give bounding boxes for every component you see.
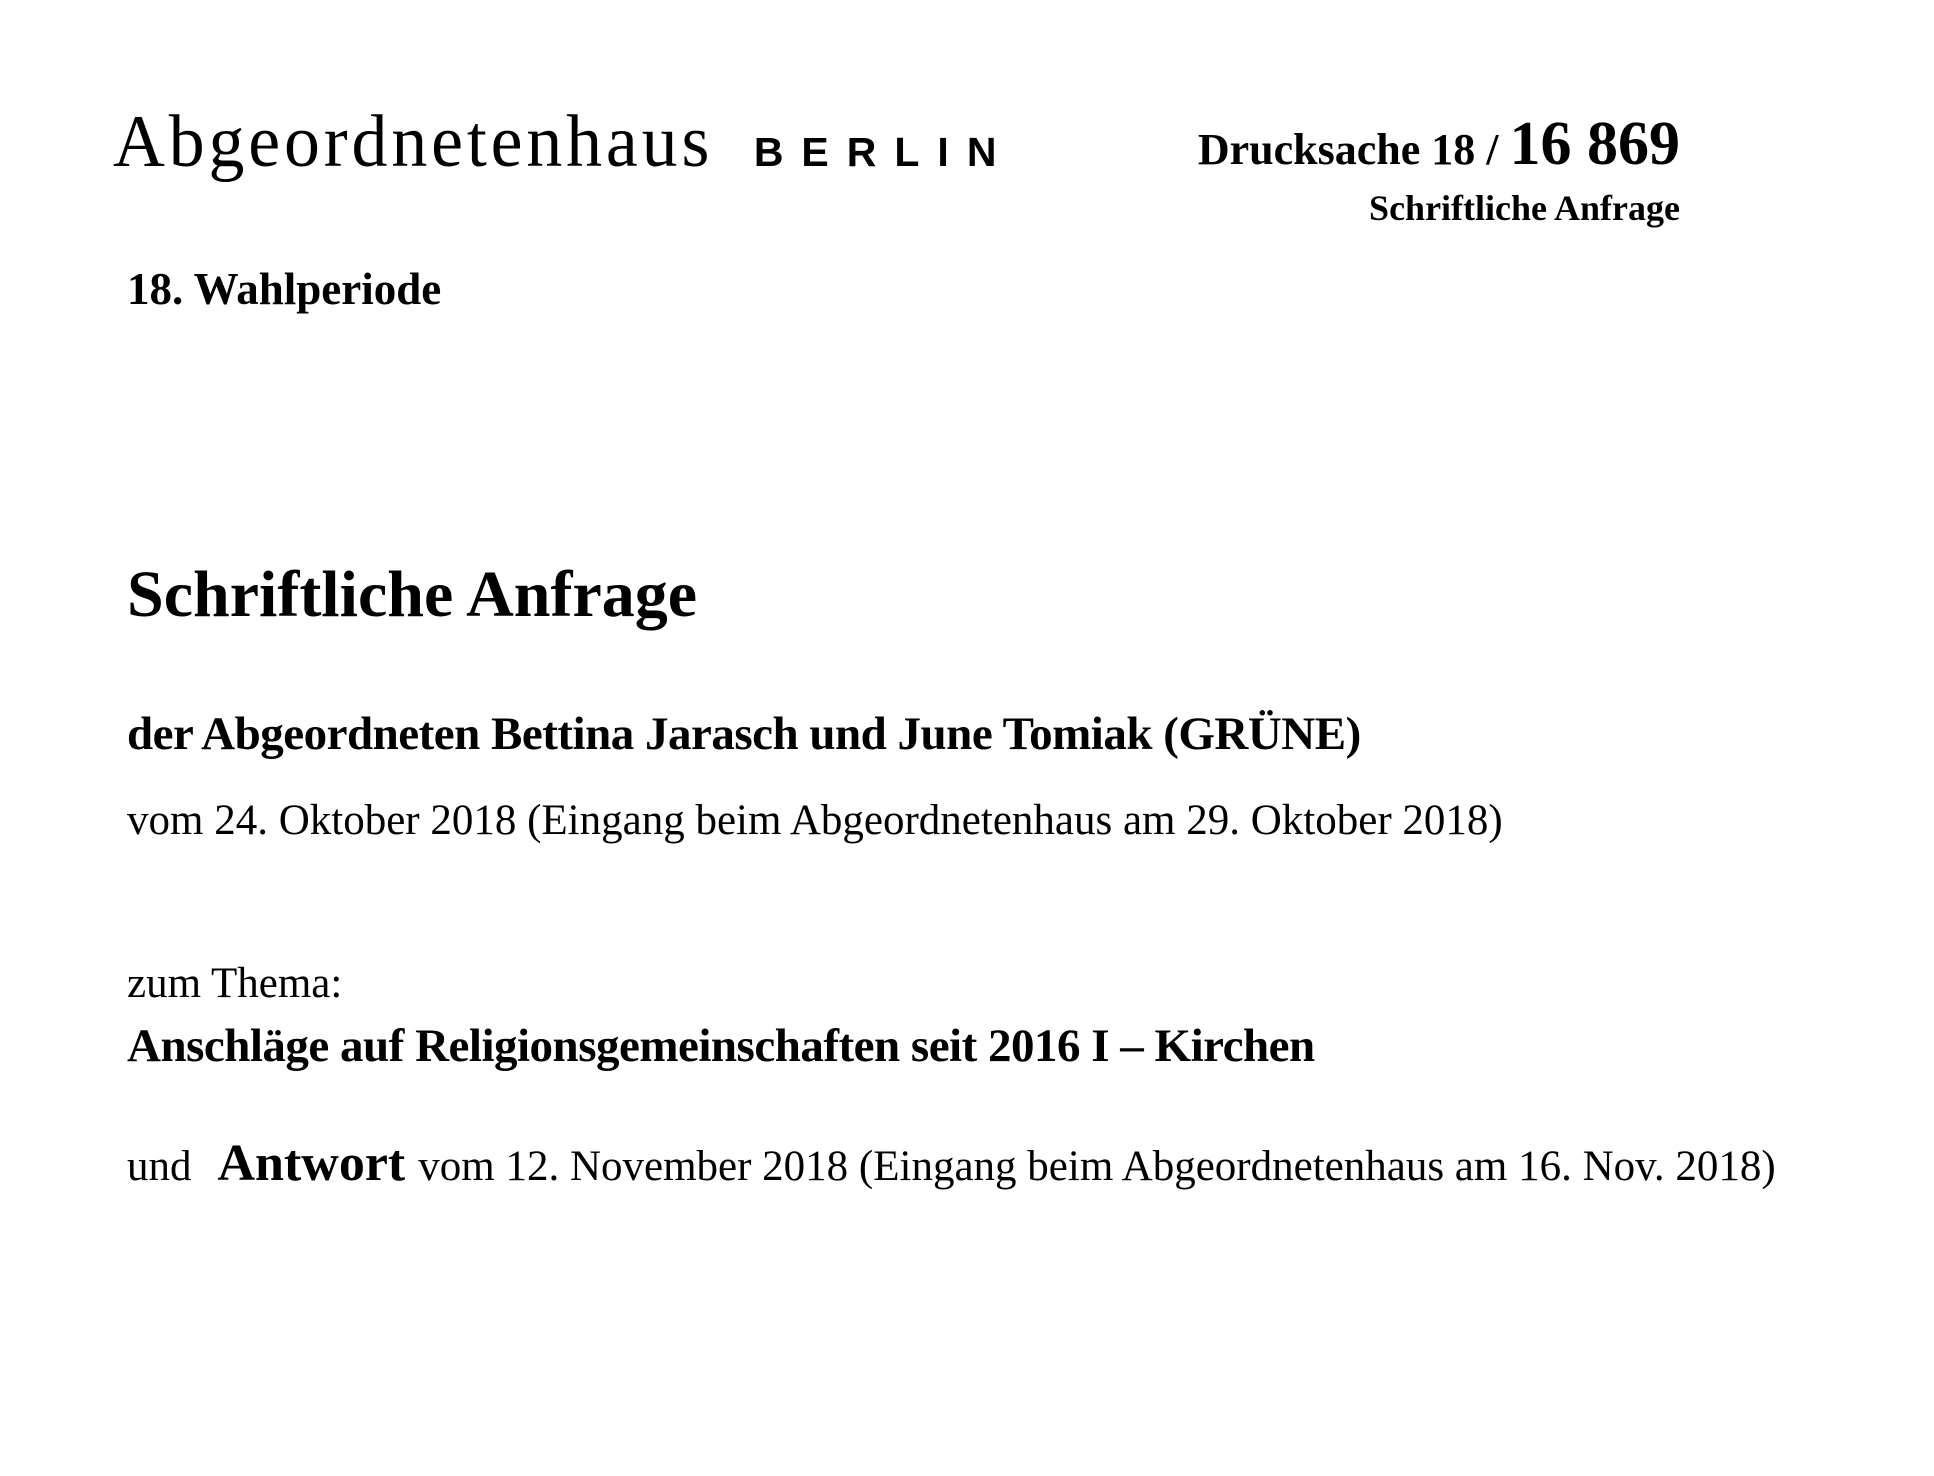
document-title: Schriftliche Anfrage	[127, 558, 698, 631]
drucksache-number: 16 869	[1509, 110, 1680, 178]
drucksache-label: Drucksache 18 /	[1197, 125, 1510, 174]
answer-prefix: und	[127, 1143, 192, 1190]
authors-line: der Abgeordneten Bettina Jarasch und June Tomiak (GRÜNE)	[127, 708, 1361, 760]
header-subtitle: Schriftliche Anfrage	[1369, 188, 1680, 228]
answer-line	[127, 1135, 1776, 1192]
logo-city: BERLIN	[753, 129, 1015, 175]
answer-rest: vom 12. November 2018 (Eingang beim Abgeordnetenhaus am 16. Nov. 2018)	[418, 1143, 1776, 1190]
topic-title: Anschläge auf Religionsgemeinschaften seit 2016 I – Kirchen	[127, 1020, 1315, 1072]
submission-date-line: vom 24. Oktober 2018 (Eingang beim Abgeordnetenhaus am 29. Oktober 2018)	[127, 797, 1503, 844]
logo-wordmark: Abgeordnetenhaus	[113, 101, 714, 183]
answer-word: Antwort	[217, 1135, 406, 1192]
topic-label: zum Thema:	[127, 960, 343, 1007]
drucksache-line	[1197, 110, 1680, 178]
wahlperiode-label: 18. Wahlperiode	[127, 264, 442, 314]
logo	[113, 101, 1015, 183]
